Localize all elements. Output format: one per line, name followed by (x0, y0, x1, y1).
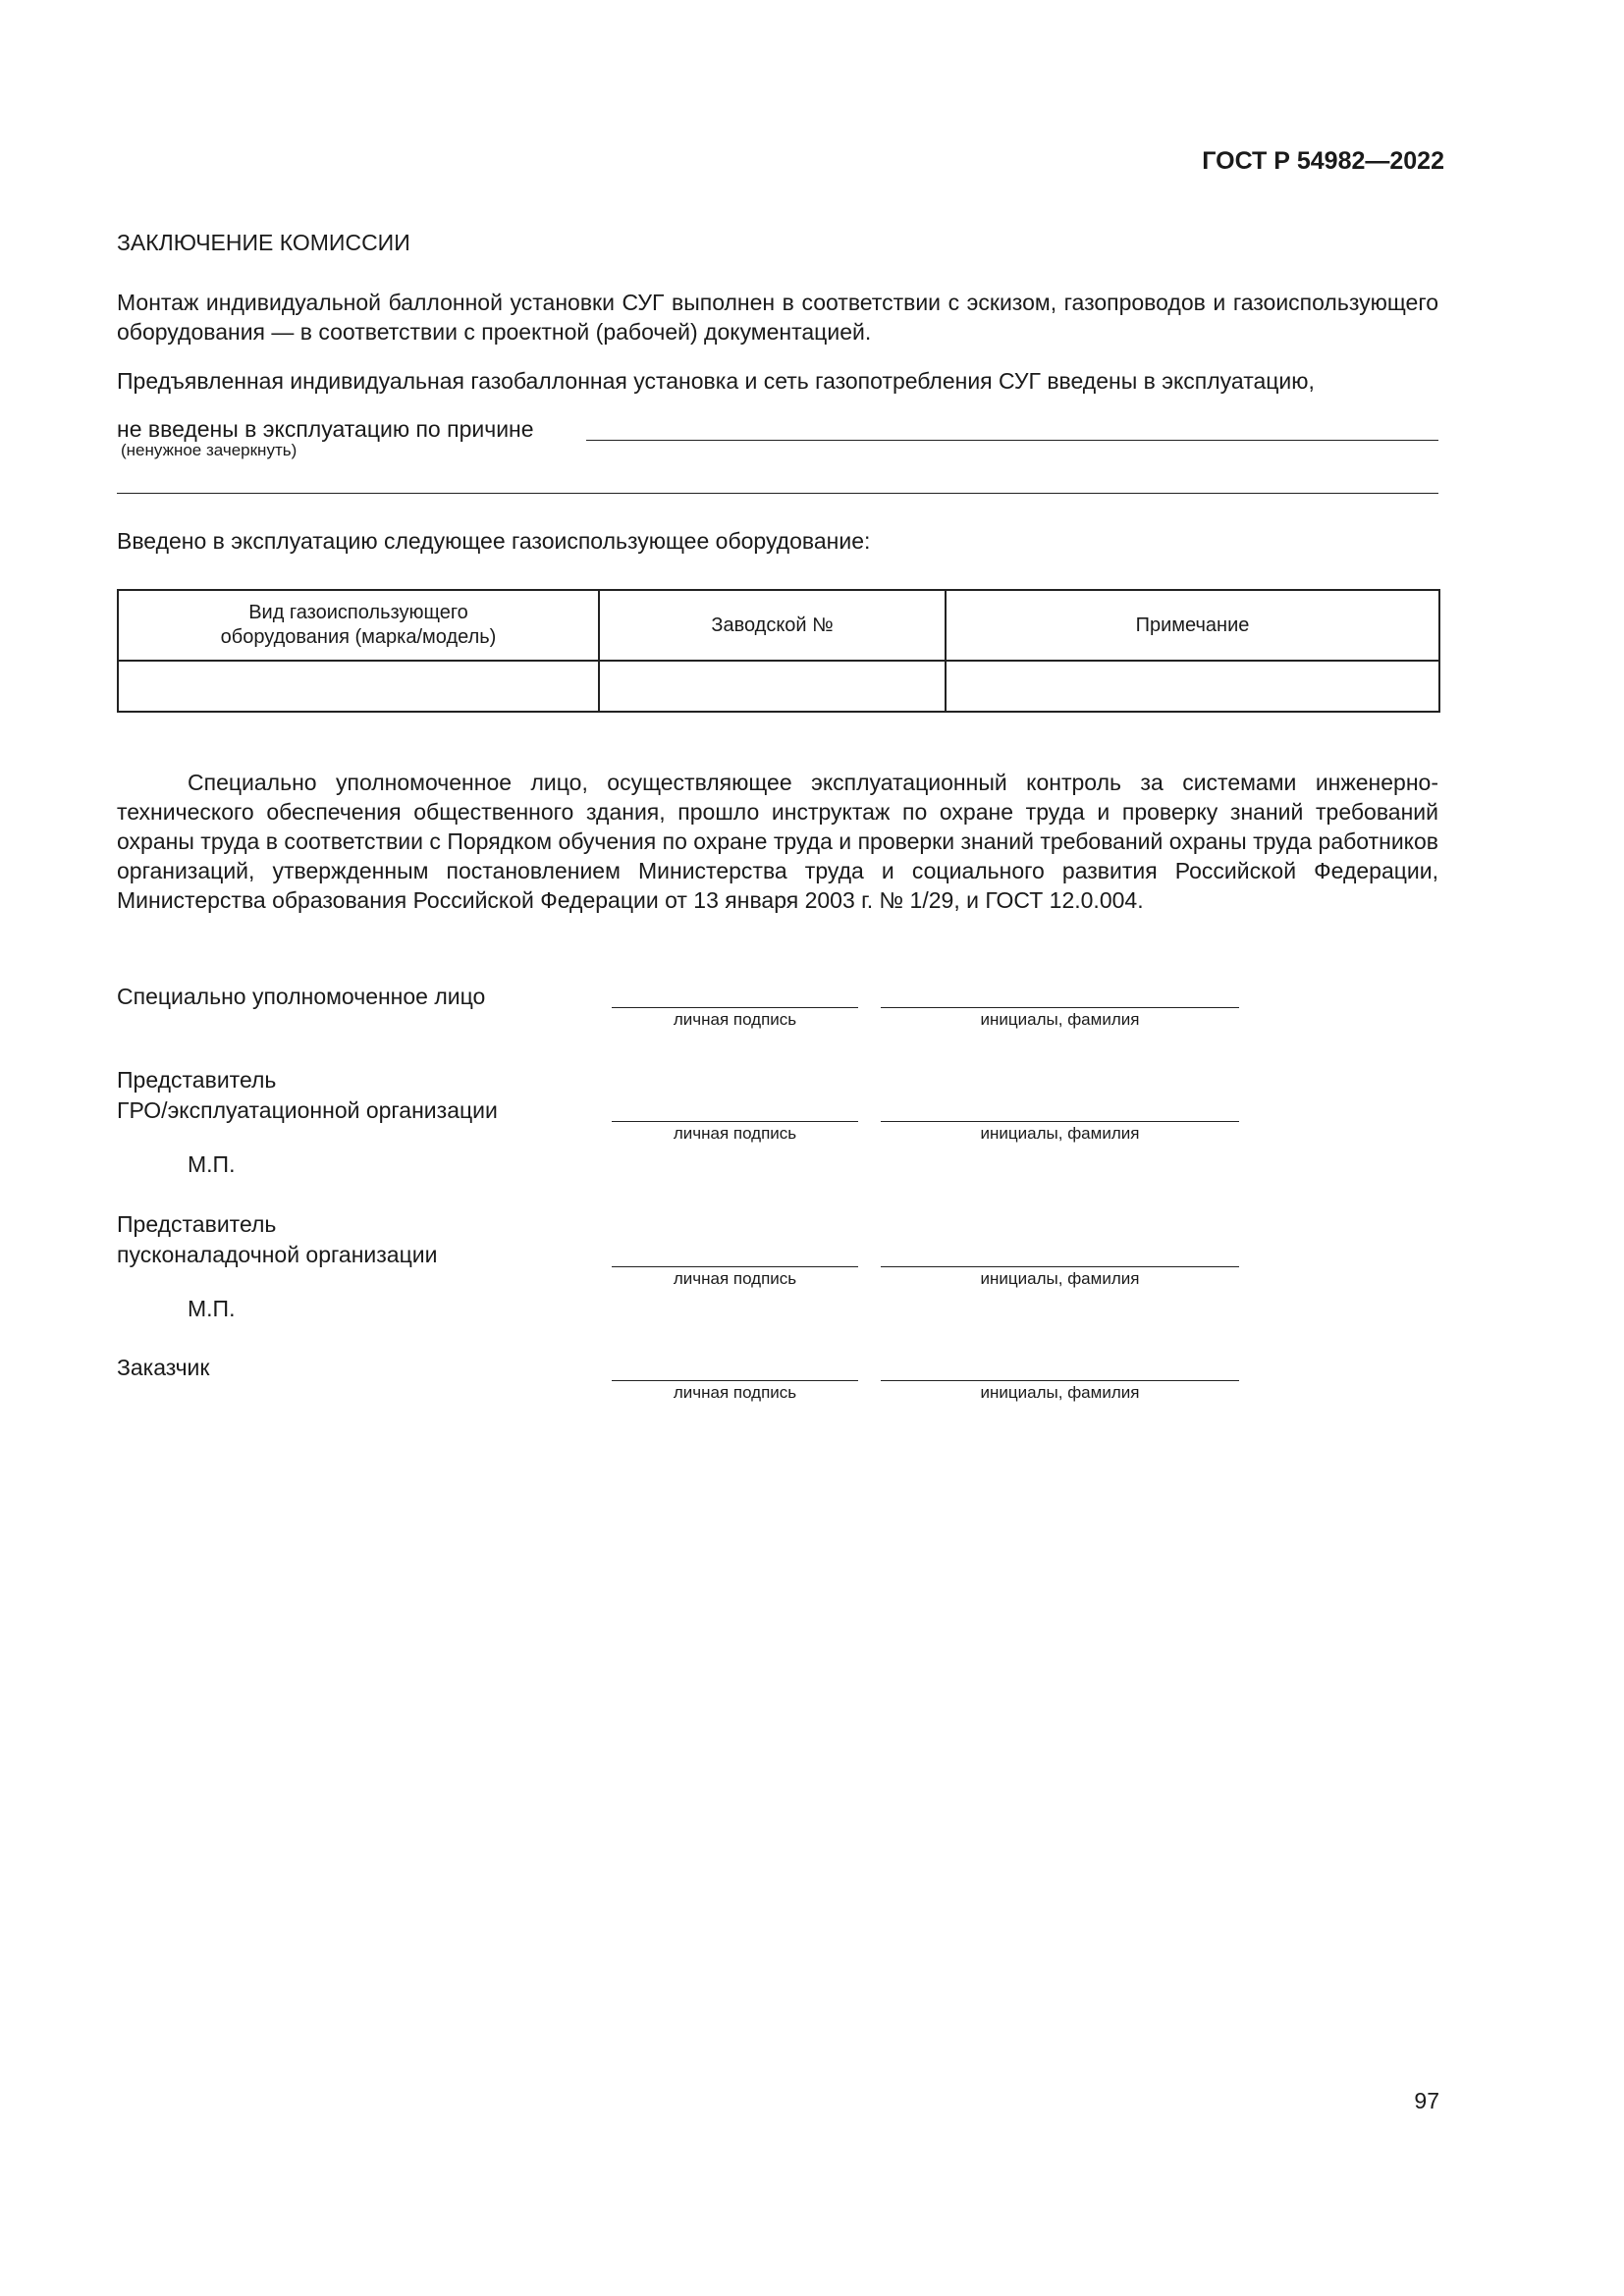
signer-authorized-person: Специально уполномоченное лицо (117, 984, 486, 1009)
paragraph-installation: Монтаж индивидуальной баллонной установки СУГ выполнен в соответствии с эскизом, газопроводов и газоиспользующего оборудования — в соответствии с проектной (рабочей) документацией. (117, 290, 1438, 345)
signature-caption: личная подпись (673, 1269, 797, 1288)
paragraph-not-commissioned: не введены в эксплуатацию по причине (117, 416, 534, 442)
page-number: 97 (1414, 2088, 1439, 2113)
paragraph-commissioned: Предъявленная индивидуальная газобаллонная установка и сеть газопотребления СУГ введены в эксплуатацию, (117, 368, 1315, 394)
signer-commissioning-organization: пусконаладочной организации (117, 1242, 438, 1267)
name-line[interactable] (881, 1266, 1239, 1267)
signature-caption: личная подпись (673, 1010, 797, 1029)
name-caption: инициалы, фамилия (980, 1269, 1140, 1288)
header-serial-number: Заводской № (599, 590, 946, 661)
cross-out-note: (ненужное зачеркнуть) (121, 441, 298, 459)
reason-continuation-line[interactable] (117, 493, 1438, 494)
signature-caption: личная подпись (673, 1124, 797, 1143)
name-line[interactable] (881, 1121, 1239, 1122)
signature-line[interactable] (612, 1121, 858, 1122)
paragraph-authorized-person: Специально уполномоченное лицо, осуществляющее эксплуатационный контроль за системами инженерно-технического обеспечения общественного здания, прошло инструктаж по охране труда и проверку знаний требований охраны труда в соответствии с Порядком обучения по охране труда и проверки знаний требований охраны труда работников организаций, утвержденным постановлением Министерства труда и социального развития Российской Федерации, Министерства образования Российской Федерации от 13 января 2003 г. № 1/29, и ГОСТ 12.0.004. (117, 770, 1438, 913)
cell-equipment-type[interactable] (118, 661, 599, 712)
stamp-place: М.П. (188, 1296, 236, 1321)
name-line[interactable] (881, 1380, 1239, 1381)
table-header-row (118, 590, 1439, 661)
table-row (118, 661, 1439, 712)
reason-line[interactable] (586, 440, 1438, 441)
header-equipment-type: Вид газоиспользующего оборудования (марка/модель) (118, 590, 599, 661)
signer-gro-organization: ГРО/эксплуатационной организации (117, 1097, 498, 1123)
name-caption: инициалы, фамилия (980, 1124, 1140, 1143)
equipment-table (117, 589, 1440, 713)
section-title: ЗАКЛЮЧЕНИЕ КОМИССИИ (117, 230, 410, 255)
signature-line[interactable] (612, 1380, 858, 1381)
signature-caption: личная подпись (673, 1383, 797, 1402)
cell-serial-number[interactable] (599, 661, 946, 712)
signer-gro-representative: Представитель (117, 1067, 277, 1093)
signature-line[interactable] (612, 1007, 858, 1008)
equipment-intro: Введено в эксплуатацию следующее газоиспользующее оборудование: (117, 528, 871, 554)
name-caption: инициалы, фамилия (980, 1383, 1140, 1402)
signer-commissioning-representative: Представитель (117, 1211, 277, 1237)
signer-customer: Заказчик (117, 1355, 210, 1380)
stamp-place: М.П. (188, 1151, 236, 1177)
cell-note[interactable] (946, 661, 1439, 712)
header-note: Примечание (946, 590, 1439, 661)
signature-line[interactable] (612, 1266, 858, 1267)
document-id: ГОСТ Р 54982—2022 (1202, 147, 1444, 175)
name-line[interactable] (881, 1007, 1239, 1008)
name-caption: инициалы, фамилия (980, 1010, 1140, 1029)
